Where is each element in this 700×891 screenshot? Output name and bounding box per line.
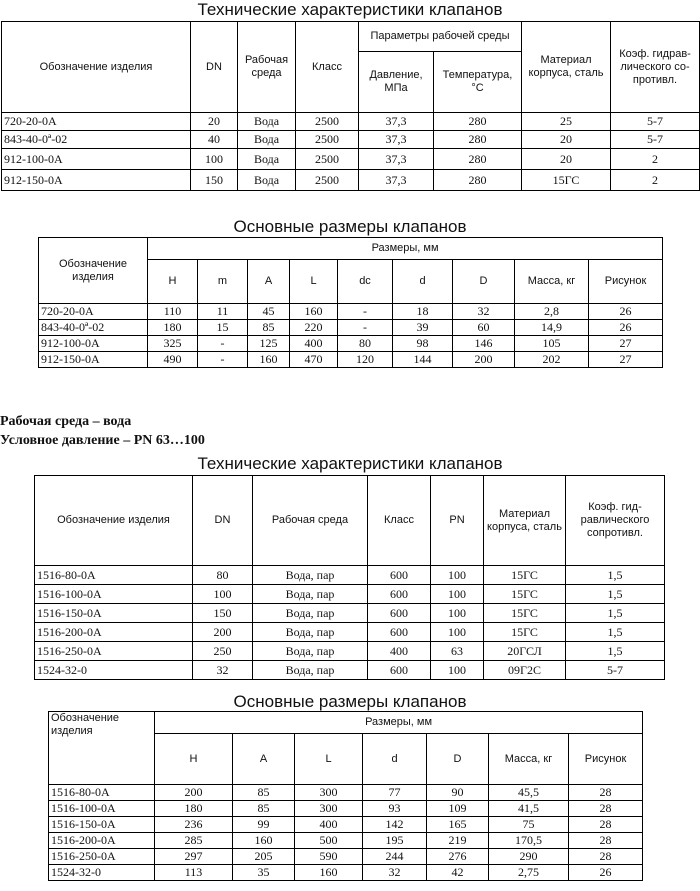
t4-cell: 85 (233, 785, 295, 801)
t3-cell: Вода, пар (253, 661, 368, 680)
t3-cell: 600 (368, 566, 431, 585)
t2-col-header: H (148, 260, 198, 304)
t3-cell: 100 (431, 585, 484, 604)
t3-cell: 1516-80-0А (35, 566, 193, 585)
t4-cell: 200 (155, 785, 233, 801)
t4-cell: 28 (569, 801, 643, 817)
t2-table (38, 237, 663, 368)
t1-cell: 720-20-0А (2, 113, 191, 131)
t1-cell: 2500 (296, 131, 359, 149)
t2-cell: 26 (589, 304, 663, 320)
t2-cell: 110 (148, 304, 198, 320)
t2-cell: 14,9 (515, 320, 589, 336)
table-row (35, 623, 665, 642)
t2-cell: 80 (338, 336, 393, 352)
t4-cell: 42 (427, 865, 489, 881)
t2-cell: 26 (589, 320, 663, 336)
t3-cell: 5-7 (566, 661, 665, 680)
t4-cell: 170,5 (489, 833, 569, 849)
t4-col-header: Рисунок (569, 734, 643, 785)
t4-cell: 28 (569, 817, 643, 833)
t3-cell: 1,5 (566, 585, 665, 604)
table-row (39, 304, 663, 320)
table-row (2, 131, 700, 149)
t4-cell: 236 (155, 817, 233, 833)
t3-cell: 1,5 (566, 604, 665, 623)
t4-cell: 85 (233, 801, 295, 817)
t1-cell: 280 (434, 170, 522, 191)
t2-cell: 125 (248, 336, 290, 352)
t3-cell: 15ГС (484, 623, 566, 642)
t3-cell: 15ГС (484, 585, 566, 604)
t2-cell: 120 (338, 352, 393, 368)
t4-header-sizes: Размеры, мм (155, 712, 643, 734)
table-row (2, 113, 700, 131)
t3-table (34, 475, 665, 680)
t4-cell: 1524-32-0 (49, 865, 155, 881)
t4-cell: 109 (427, 801, 489, 817)
t4-cell: 28 (569, 833, 643, 849)
table-row (35, 585, 665, 604)
table-row (35, 604, 665, 623)
t3-title: Технические характеристики клапанов (197, 454, 503, 473)
t3-cell: Вода, пар (253, 585, 368, 604)
t3-cell: 63 (431, 642, 484, 661)
t1-header-params: Параметры рабочей среды (359, 22, 522, 52)
t4-cell: 1516-80-0А (49, 785, 155, 801)
t3-cell: 15ГС (484, 566, 566, 585)
t3-cell: 1,5 (566, 566, 665, 585)
t3-cell: 100 (431, 566, 484, 585)
t4-cell: 244 (363, 849, 427, 865)
t2-header-name: Обозначение изделия (39, 238, 148, 304)
t1-header-material: Материал корпуса, сталь (522, 22, 611, 113)
t4-title: Основные размеры клапанов (233, 692, 467, 711)
t2-col-header: D (453, 260, 515, 304)
t3-cell: 1,5 (566, 623, 665, 642)
t4-cell: 35 (233, 865, 295, 881)
t4-cell: 1516-250-0А (49, 849, 155, 865)
t4-cell: 165 (427, 817, 489, 833)
t3-header-material: Материал корпуса, сталь (484, 476, 566, 566)
t1-header-temp: Температура, °С (434, 52, 522, 113)
t3-header-pn: PN (431, 476, 484, 566)
t1-cell: 20 (522, 131, 611, 149)
t4-cell: 300 (295, 801, 363, 817)
t3-header-coef: Коэф. гид-равлического сопротивл. (566, 476, 665, 566)
t4-cell: 45,5 (489, 785, 569, 801)
t1-cell: 20 (191, 113, 238, 131)
t2-cell: 843-40-0ª-02 (39, 320, 148, 336)
t3-cell: 1516-100-0А (35, 585, 193, 604)
t2-header-sizes: Размеры, мм (148, 238, 663, 260)
t4-col-header: d (363, 734, 427, 785)
t1-cell: Вода (238, 113, 296, 131)
t1-cell: 150 (191, 170, 238, 191)
t2-col-header: A (248, 260, 290, 304)
t1-header-medium: Рабочая среда (238, 22, 296, 113)
t4-col-header: Масса, кг (489, 734, 569, 785)
t1-cell: 15ГС (522, 170, 611, 191)
t1-header-pressure: Давление, МПа (359, 52, 434, 113)
t3-cell: 600 (368, 604, 431, 623)
t2-col-header: Рисунок (589, 260, 663, 304)
t3-cell: 250 (193, 642, 253, 661)
t1-cell: 280 (434, 113, 522, 131)
t3-cell: Вода, пар (253, 642, 368, 661)
t2-cell: - (198, 336, 248, 352)
t4-col-header: D (427, 734, 489, 785)
table-row (2, 149, 700, 170)
t2-col-header: m (198, 260, 248, 304)
t1-cell: 37,3 (359, 149, 434, 170)
t3-cell: 200 (193, 623, 253, 642)
t2-cell: 60 (453, 320, 515, 336)
t3-header-class: Класс (368, 476, 431, 566)
t2-cell: 160 (248, 352, 290, 368)
t2-cell: 912-150-0А (39, 352, 148, 368)
t2-cell: 200 (453, 352, 515, 368)
t1-cell: 843-40-0ª-02 (2, 131, 191, 149)
t2-cell: 144 (393, 352, 453, 368)
t4-header-name: Обозначение изделия (49, 712, 155, 785)
table-row (49, 833, 643, 849)
t3-cell: Вода, пар (253, 566, 368, 585)
t4-cell: 205 (233, 849, 295, 865)
table-row (35, 642, 665, 661)
t3-cell: 1516-200-0А (35, 623, 193, 642)
t1-title: Технические характеристики клапанов (197, 0, 503, 19)
t2-cell: 2,8 (515, 304, 589, 320)
t4-cell: 300 (295, 785, 363, 801)
t3-cell: 600 (368, 585, 431, 604)
t1-cell: 912-150-0А (2, 170, 191, 191)
t1-cell: 100 (191, 149, 238, 170)
t1-cell: 2 (611, 170, 700, 191)
t3-cell: 15ГС (484, 604, 566, 623)
t1-header-class: Класс (296, 22, 359, 113)
t3-header-medium: Рабочая среда (253, 476, 368, 566)
t3-cell: 100 (431, 604, 484, 623)
t3-cell: 09Г2С (484, 661, 566, 680)
t2-cell: - (198, 352, 248, 368)
t4-cell: 400 (295, 817, 363, 833)
t2-cell: 220 (290, 320, 338, 336)
t2-title: Основные размеры клапанов (233, 217, 467, 236)
t4-cell: 219 (427, 833, 489, 849)
t4-table (48, 711, 643, 881)
t2-cell: 105 (515, 336, 589, 352)
t4-cell: 1516-200-0А (49, 833, 155, 849)
t2-cell: 15 (198, 320, 248, 336)
t4-cell: 32 (363, 865, 427, 881)
t3-cell: 1516-250-0А (35, 642, 193, 661)
t4-cell: 26 (569, 865, 643, 881)
t1-header-coef: Коэф. гидрав-лического со-противл. (611, 22, 700, 113)
t3-cell: 400 (368, 642, 431, 661)
t3-cell: 32 (193, 661, 253, 680)
t3-header-name: Обозначение изделия (35, 476, 193, 566)
t2-col-header: dc (338, 260, 393, 304)
t4-cell: 41,5 (489, 801, 569, 817)
t2-cell: 98 (393, 336, 453, 352)
t1-header-name: Обозначение изделия (2, 22, 191, 113)
t1-cell: 5-7 (611, 113, 700, 131)
t2-cell: 160 (290, 304, 338, 320)
t3-cell: 600 (368, 661, 431, 680)
table-row (39, 320, 663, 336)
t1-table (1, 21, 700, 191)
t2-cell: 202 (515, 352, 589, 368)
t4-cell: 99 (233, 817, 295, 833)
t1-cell: 20 (522, 149, 611, 170)
t1-cell: 280 (434, 131, 522, 149)
t2-cell: 470 (290, 352, 338, 368)
t2-cell: 490 (148, 352, 198, 368)
t4-cell: 2,75 (489, 865, 569, 881)
t1-cell: 5-7 (611, 131, 700, 149)
t3-cell: 100 (431, 661, 484, 680)
t1-cell: 37,3 (359, 170, 434, 191)
t4-col-header: A (233, 734, 295, 785)
t2-cell: 720-20-0А (39, 304, 148, 320)
t4-cell: 276 (427, 849, 489, 865)
t2-cell: 45 (248, 304, 290, 320)
t2-cell: 11 (198, 304, 248, 320)
table-row (49, 849, 643, 865)
t3-cell: 150 (193, 604, 253, 623)
t4-cell: 180 (155, 801, 233, 817)
t3-cell: 600 (368, 623, 431, 642)
t4-cell: 160 (233, 833, 295, 849)
t4-cell: 28 (569, 849, 643, 865)
t4-cell: 28 (569, 785, 643, 801)
t1-cell: Вода (238, 170, 296, 191)
table-row (39, 352, 663, 368)
t1-cell: 37,3 (359, 113, 434, 131)
section-medium: Рабочая среда – вода (0, 414, 132, 429)
t4-cell: 297 (155, 849, 233, 865)
t2-cell: 85 (248, 320, 290, 336)
table-row (49, 801, 643, 817)
t3-cell: Вода, пар (253, 604, 368, 623)
table-row (49, 865, 643, 881)
t2-cell: 325 (148, 336, 198, 352)
table-row (39, 336, 663, 352)
t1-cell: Вода (238, 131, 296, 149)
t4-cell: 142 (363, 817, 427, 833)
t2-cell: 18 (393, 304, 453, 320)
t4-cell: 1516-100-0А (49, 801, 155, 817)
t3-cell: 1,5 (566, 642, 665, 661)
t4-cell: 93 (363, 801, 427, 817)
table-row (49, 785, 643, 801)
t1-cell: 912-100-0А (2, 149, 191, 170)
t2-col-header: Масса, кг (515, 260, 589, 304)
t4-col-header: L (295, 734, 363, 785)
table-row (49, 817, 643, 833)
t1-cell: 2500 (296, 149, 359, 170)
t1-cell: 40 (191, 131, 238, 149)
t3-cell: 1524-32-0 (35, 661, 193, 680)
t3-header-dn: DN (193, 476, 253, 566)
t4-cell: 590 (295, 849, 363, 865)
t1-cell: 280 (434, 149, 522, 170)
t4-cell: 75 (489, 817, 569, 833)
t1-header-dn: DN (191, 22, 238, 113)
t2-cell: 180 (148, 320, 198, 336)
t4-cell: 113 (155, 865, 233, 881)
t4-cell: 90 (427, 785, 489, 801)
t3-cell: 20ГСЛ (484, 642, 566, 661)
t1-cell: 2 (611, 149, 700, 170)
t3-cell: 100 (193, 585, 253, 604)
t2-cell: - (338, 320, 393, 336)
t3-cell: 1516-150-0А (35, 604, 193, 623)
table-row (2, 170, 700, 191)
t2-cell: 27 (589, 352, 663, 368)
t3-cell: Вода, пар (253, 623, 368, 642)
table-row (35, 661, 665, 680)
t1-cell: 2500 (296, 113, 359, 131)
t4-cell: 195 (363, 833, 427, 849)
t3-cell: 100 (431, 623, 484, 642)
t4-cell: 160 (295, 865, 363, 881)
table-row (35, 566, 665, 585)
t2-cell: 400 (290, 336, 338, 352)
t4-cell: 285 (155, 833, 233, 849)
t2-cell: - (338, 304, 393, 320)
t4-col-header: H (155, 734, 233, 785)
t3-cell: 80 (193, 566, 253, 585)
t1-cell: 37,3 (359, 131, 434, 149)
t4-cell: 77 (363, 785, 427, 801)
t2-cell: 146 (453, 336, 515, 352)
t4-cell: 1516-150-0А (49, 817, 155, 833)
t4-cell: 290 (489, 849, 569, 865)
t1-cell: Вода (238, 149, 296, 170)
t2-cell: 912-100-0А (39, 336, 148, 352)
t1-cell: 25 (522, 113, 611, 131)
t2-cell: 39 (393, 320, 453, 336)
t1-cell: 2500 (296, 170, 359, 191)
section-pressure: Условное давление – PN 63…100 (0, 433, 205, 448)
t2-cell: 32 (453, 304, 515, 320)
t2-col-header: d (393, 260, 453, 304)
t2-col-header: L (290, 260, 338, 304)
t4-cell: 500 (295, 833, 363, 849)
t2-cell: 27 (589, 336, 663, 352)
